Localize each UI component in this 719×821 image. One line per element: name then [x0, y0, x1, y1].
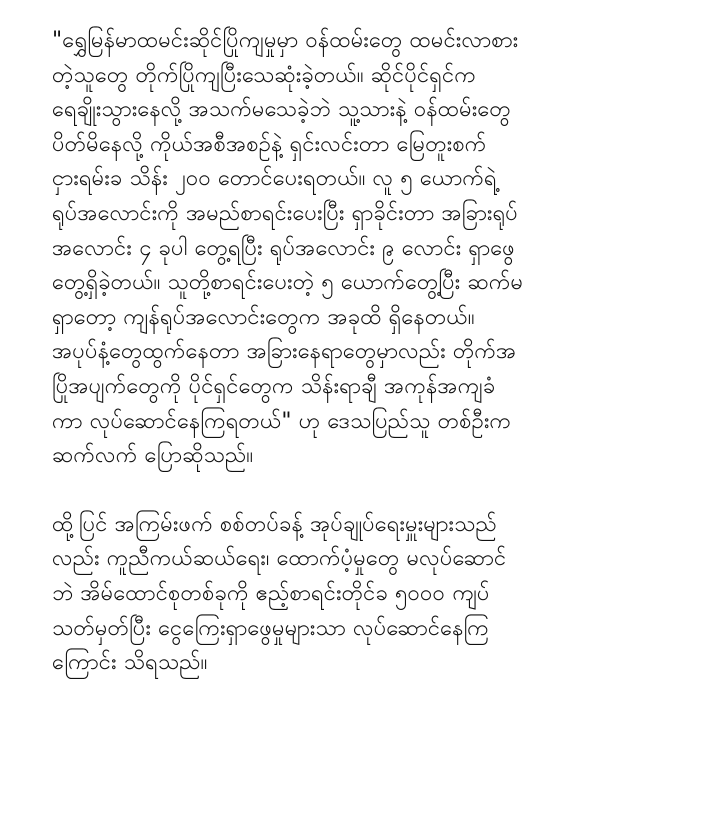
text-line: "ရွှေမြန်မာထမင်းဆိုင်ပြိုကျမှုမှာ ဝန်ထမ်းတွေ ထမင်းလာစား: [52, 28, 519, 53]
text-line: တွေ့ရှိခဲ့တယ်။ သူတို့စာရင်းပေးတဲ့ ၅ ယောက်တွေ့ပြီး ဆက်မ: [52, 270, 524, 296]
paragraph-followup: [52, 508, 672, 681]
text-line: အလောင်း ၄ ခုပါ တွေ့ရပြီး ရုပ်အလောင်း ၉ လောင်း ရှာဖွေ: [52, 235, 515, 261]
text-line: လည်း ကူညီကယ်ဆယ်ရေး၊ ထောက်ပံ့မှုတွေ မလုပ်ဆောင်: [52, 546, 507, 572]
text-line: ထို့ပြင် အကြမ်းဖက် စစ်တပ်ခန့် အုပ်ချုပ်ရေးမှူးများသည်: [52, 511, 497, 537]
text-line: ငှားရမ်းခ သိန်း ၂၀၀ တောင်ပေးရတယ်။ လူ ၅ ယောက်ရဲ့: [52, 166, 497, 192]
text-line: ပြိုအပျက်တွေကို ပိုင်ရှင်တွေက သိန်းရာချီ အကုန်အကျခံ: [52, 373, 496, 399]
text-line: ရုပ်အလောင်းကို အမည်စာရင်းပေးပြီး ရှာခိုင်းတာ အခြားရုပ်: [52, 200, 518, 226]
text-line: တဲ့သူတွေ တိုက်ပြိုကျပြီးသေဆုံးခဲ့တယ်။ ဆိုင်ပိုင်ရှင်က: [52, 62, 476, 88]
text-line: ဆက်လက် ပြောဆိုသည်။: [52, 443, 254, 469]
text-line: ကာ လုပ်ဆောင်နေကြရတယ်" ဟု ဒေသပြည်သူ တစ်ဦးက: [52, 408, 512, 434]
text-line: ပိတ်မိနေလို့ ကိုယ်အစီအစဉ်နဲ့ ရှင်းလင်းတာ မြေတူးစက်: [52, 131, 487, 157]
text-line: ရေချိုးသွားနေလို့ အသက်မသေခဲ့ဘဲ သူ့သားနဲ့ ဝန်ထမ်းတွေ: [52, 97, 511, 123]
article-body: [52, 24, 672, 681]
text-line: ဘဲ အိမ်ထောင်စုတစ်ခုကို ဧည့်စာရင်းတိုင်ခ ၅၀၀၀ ကျပ်: [52, 580, 490, 606]
text-line: သတ်မှတ်ပြီး ငွေကြေးရှာဖွေမှုများသာ လုပ်ဆောင်နေကြ: [52, 615, 489, 641]
paragraph-quote: [52, 24, 672, 474]
text-line: အပုပ်နံ့တွေထွက်နေတာ အခြားနေရာတွေမှာလည်း တိုက်အ: [52, 339, 517, 365]
text-line: ကြောင်း သိရသည်။: [52, 650, 208, 676]
text-line: ရှာတော့ ကျန်ရုပ်အလောင်းတွေက အခုထိ ရှိနေတယ်။: [52, 304, 475, 330]
